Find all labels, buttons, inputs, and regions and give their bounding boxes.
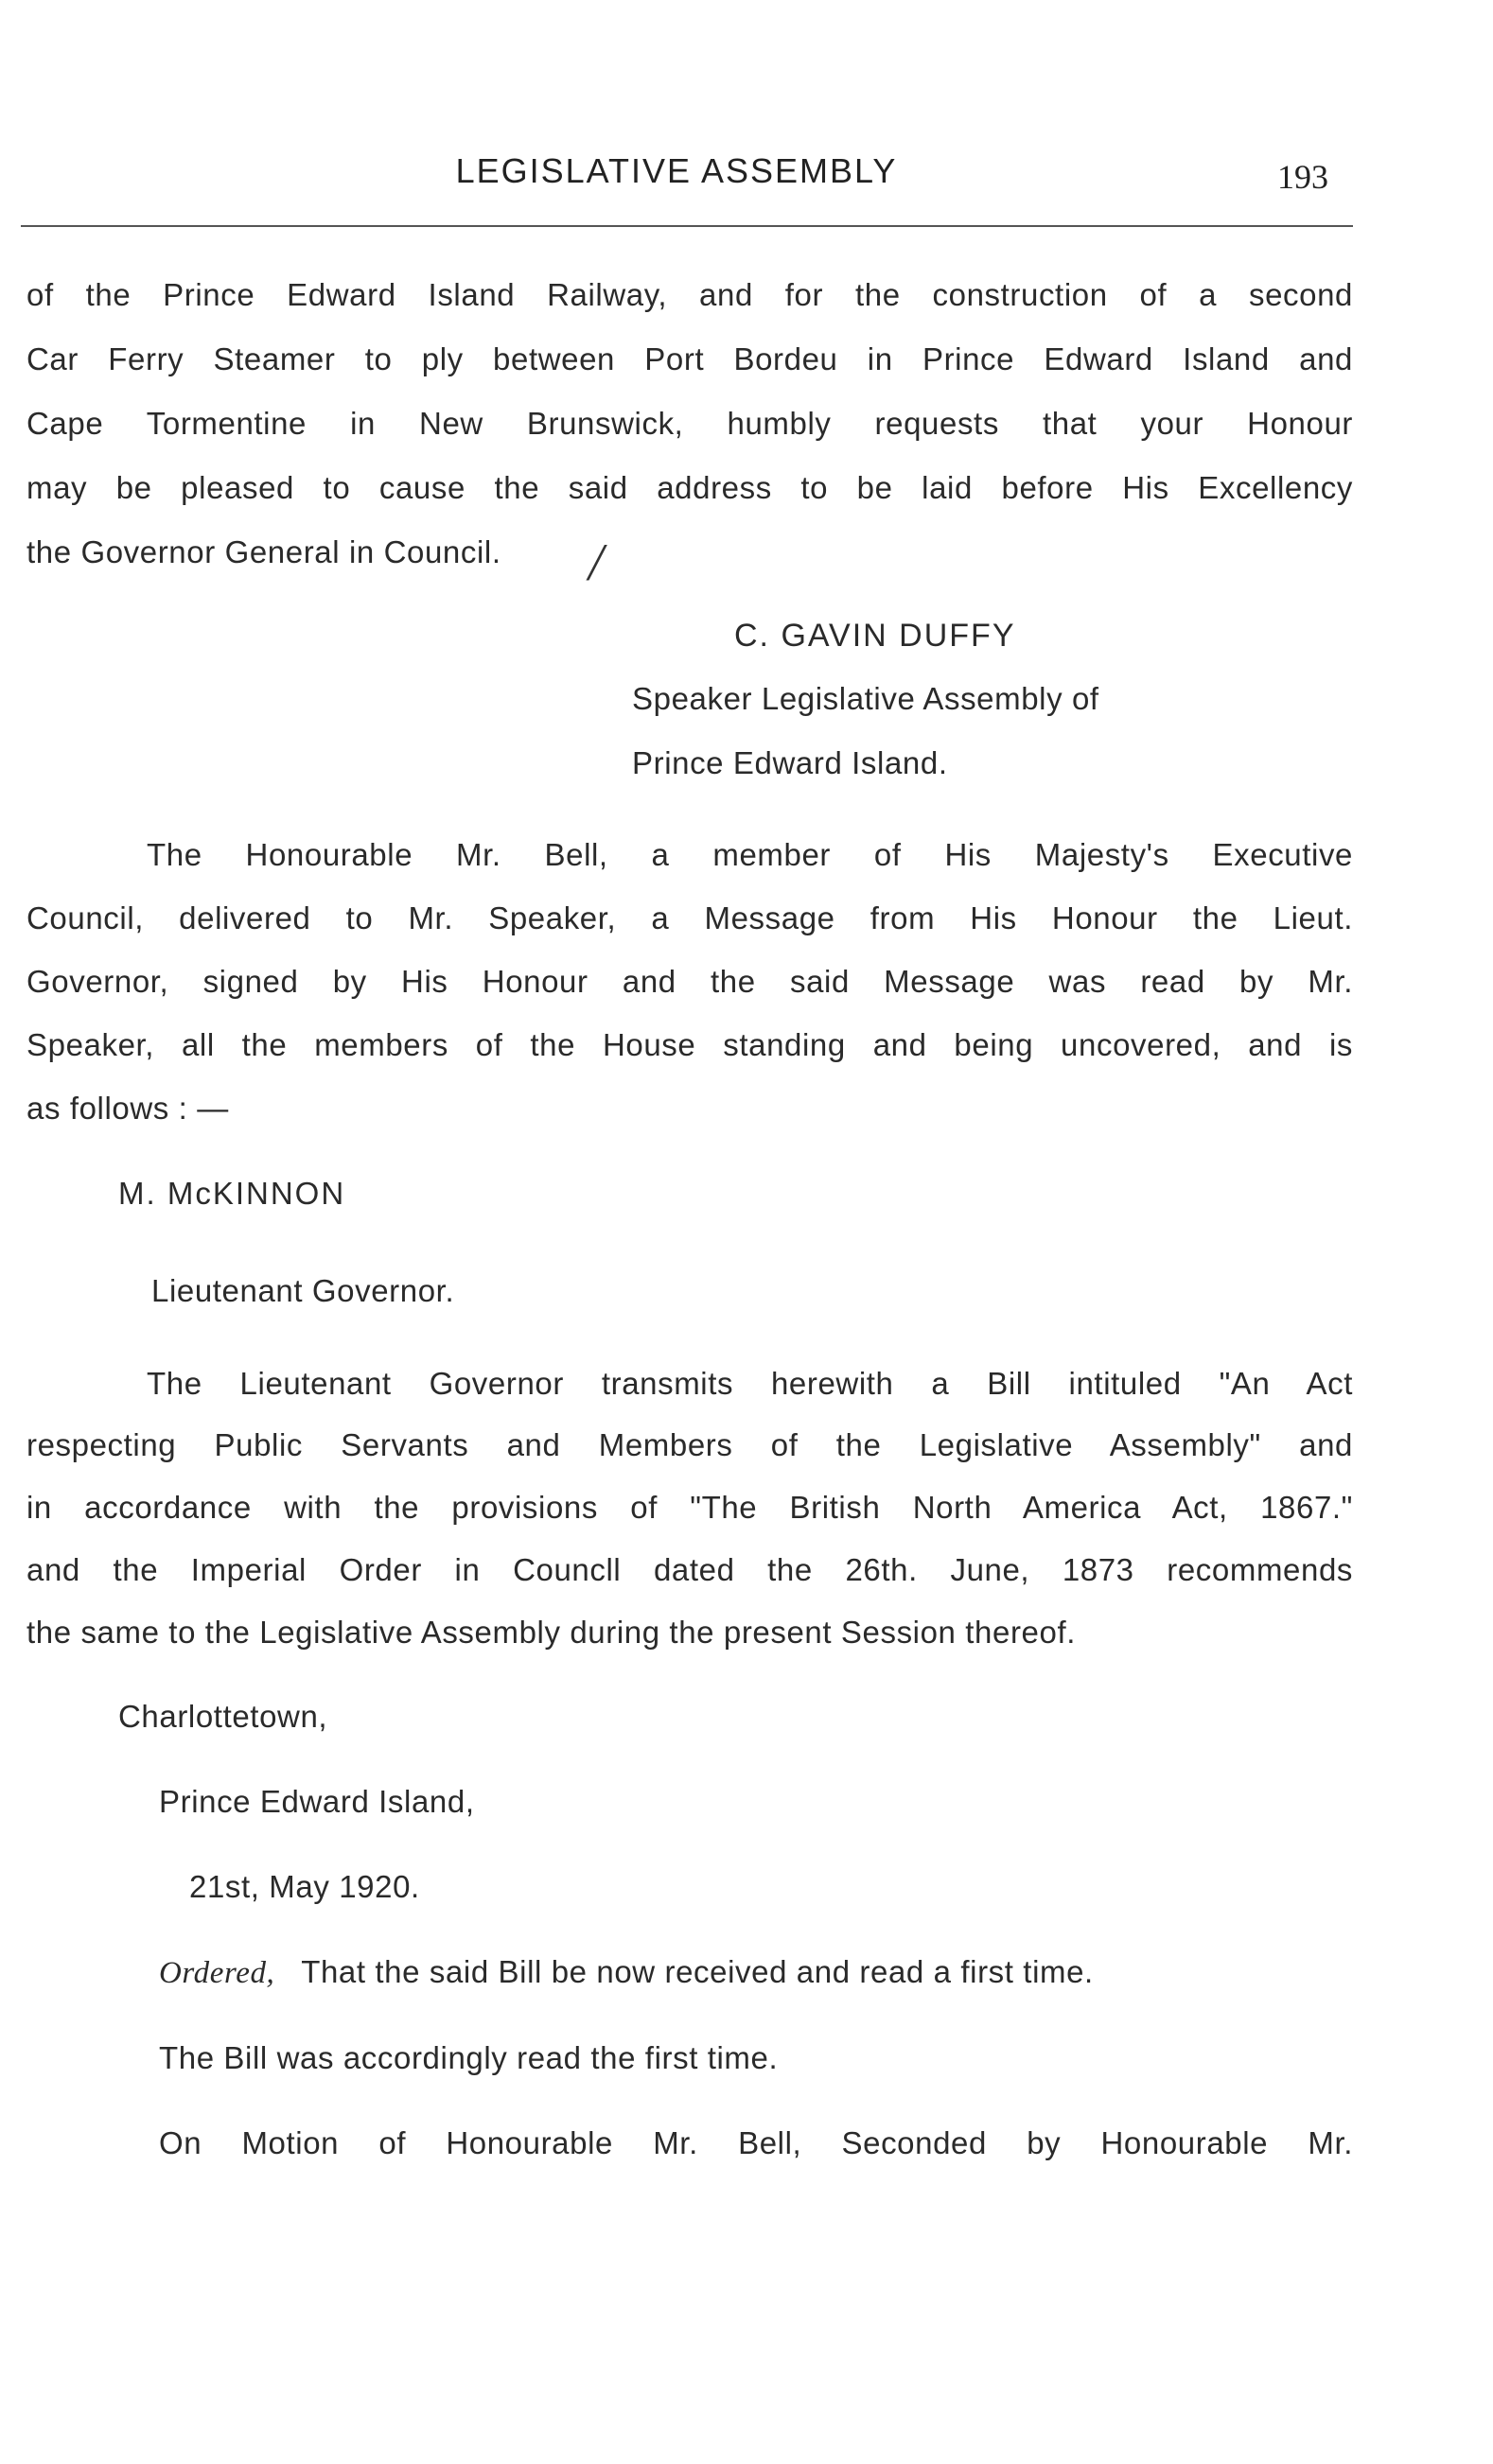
paragraph-line: The Honourable Mr. Bell, a member of His Majesty's Executive bbox=[147, 837, 1353, 872]
ordered-line bbox=[159, 1954, 1094, 1991]
dateline-date: 21st, May 1920. bbox=[189, 1869, 420, 1904]
paragraph-line: The Lieutenant Governor transmits herewith a Bill intituled "An Act bbox=[147, 1366, 1353, 1401]
signatory-name: C. GAVIN DUFFY bbox=[734, 618, 1016, 654]
paragraph-line: Speaker, all the members of the House standing and being uncovered, and is bbox=[26, 1027, 1353, 1062]
page-number: 193 bbox=[1277, 158, 1328, 196]
paragraph-line: Car Ferry Steamer to ply between Port Bordeu in Prince Edward Island and bbox=[26, 341, 1353, 376]
paragraph-line: as follows : — bbox=[26, 1091, 229, 1126]
message-signatory-name: M. McKINNON bbox=[118, 1176, 346, 1211]
paragraph-line: of the Prince Edward Island Railway, and for the construction of a second bbox=[26, 277, 1353, 312]
ordered-text: That the said Bill be now received and read a first time. bbox=[301, 1954, 1094, 1989]
message-signatory-title: Lieutenant Governor. bbox=[151, 1273, 455, 1308]
paragraph-line: Cape Tormentine in New Brunswick, humbly requests that your Honour bbox=[26, 406, 1353, 441]
dateline-place: Charlottetown, bbox=[118, 1699, 328, 1734]
ordered-label: Ordered, bbox=[159, 1956, 275, 1990]
paragraph-line: Governor, signed by His Honour and the said Message was read by Mr. bbox=[26, 964, 1353, 999]
signatory-title: Prince Edward Island. bbox=[632, 745, 948, 780]
paragraph-line: the same to the Legislative Assembly during the present Session thereof. bbox=[26, 1615, 1076, 1650]
motion-line: On Motion of Honourable Mr. Bell, Seconded by Honourable Mr. bbox=[159, 2125, 1353, 2160]
running-header-title: LEGISLATIVE ASSEMBLY bbox=[455, 151, 898, 190]
paragraph-line: Council, delivered to Mr. Speaker, a Message from His Honour the Lieut. bbox=[26, 900, 1353, 935]
bill-read-line: The Bill was accordingly read the first time. bbox=[159, 2040, 779, 2075]
signatory-title: Speaker Legislative Assembly of bbox=[632, 681, 1099, 716]
paragraph-line: may be pleased to cause the said address to be laid before His Excellency bbox=[26, 470, 1353, 505]
paragraph-line: the Governor General in Council. bbox=[26, 534, 501, 569]
paragraph-line: and the Imperial Order in Councll dated the 26th. June, 1873 recommends bbox=[26, 1552, 1353, 1587]
check-mark: / bbox=[588, 533, 604, 592]
header-rule bbox=[21, 225, 1353, 227]
paragraph-line: in accordance with the provisions of "The British North America Act, 1867." bbox=[26, 1490, 1353, 1525]
dateline-province: Prince Edward Island, bbox=[159, 1784, 475, 1819]
paragraph-line: respecting Public Servants and Members of the Legislative Assembly" and bbox=[26, 1427, 1353, 1462]
